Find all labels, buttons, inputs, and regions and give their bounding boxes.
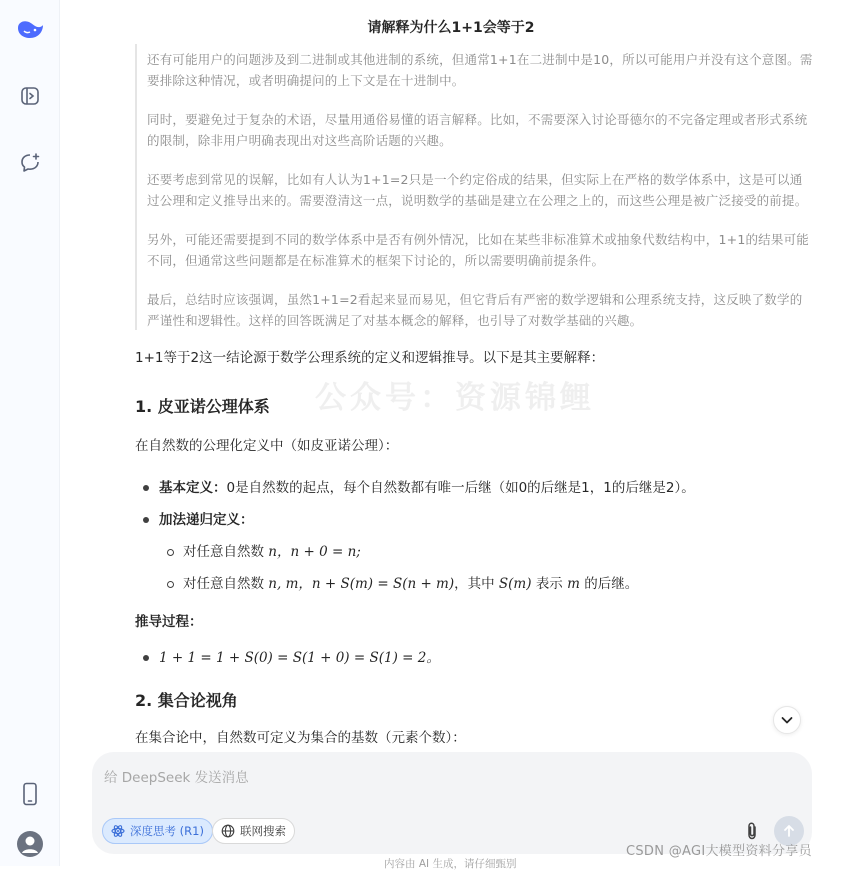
formula: m <box>567 576 580 592</box>
derivation-label: 推导过程： <box>135 614 203 630</box>
watermark: 公众号：资源锦鲤 <box>315 380 595 416</box>
deep-think-label: 深度思考 (R1) <box>130 824 204 838</box>
sidebar <box>0 0 60 866</box>
web-search-toggle[interactable] <box>212 818 295 844</box>
whale-logo-icon[interactable] <box>12 12 48 48</box>
definition-list <box>135 472 815 600</box>
sub-item-text: ，其中 <box>454 576 495 592</box>
chevron-down-icon <box>780 713 794 727</box>
web-search-label: 联网搜索 <box>240 824 286 838</box>
phone-icon[interactable] <box>12 776 48 812</box>
list-item-label: 加法递归定义： <box>159 512 254 528</box>
globe-icon <box>221 824 235 838</box>
answer-intro: 1+1等于2这一结论源于数学公理系统的定义和逻辑推导。以下是其主要解释： <box>135 350 605 366</box>
conversation-title: 请解释为什么1+1会等于2 <box>367 20 535 36</box>
message-input[interactable]: 给 DeepSeek 发送消息 <box>104 770 249 786</box>
list-item <box>135 504 815 536</box>
paperclip-icon <box>744 821 760 841</box>
thinking-paragraph: 还有可能用户的问题涉及到二进制或其他进制的系统，但通常1+1在二进制中是10，所以可能用户并没有这个意图。需要排除这种情况，或者明确提问的上下文是在十进制中。 <box>147 52 813 88</box>
section-heading: 2. 集合论视角 <box>135 691 238 710</box>
arrow-up-icon <box>782 824 796 838</box>
ai-disclaimer: 内容由 AI 生成，请仔细甄别 <box>384 858 517 870</box>
list-item-label: 基本定义： <box>159 480 227 496</box>
sub-item-text: 的后继。 <box>584 576 639 592</box>
thinking-paragraph: 还要考虑到常见的误解，比如有人认为1+1=2只是一个约定俗成的结果，但实际上在严格的数学体系中，这是可以通过公理和定义推导出来的。需要澄清这一点，说明数学的基础是建立在公理之上的，而这些公理是被广泛接受的前提。 <box>147 172 808 208</box>
deep-think-toggle[interactable] <box>102 818 213 844</box>
section-intro: 在自然数的公理化定义中（如皮亚诺公理）： <box>135 438 399 454</box>
list-item <box>135 472 815 504</box>
new-chat-icon[interactable] <box>12 145 48 181</box>
answer-block <box>135 344 815 749</box>
thinking-paragraph: 最后，总结时应该强调，虽然1+1=2看起来显而易见，但它背后有严密的数学逻辑和公理系统支持，这反映了数学的严谨性和逻辑性。这样的回答既满足了对基本概念的解释，也引导了对数学基础的兴趣。 <box>147 292 803 328</box>
thinking-block <box>135 44 813 330</box>
scroll-down-button[interactable] <box>773 706 801 734</box>
thinking-paragraph: 同时，要避免过于复杂的术语，尽量用通俗易懂的语言解释。比如，不需要深入讨论哥德尔的不完备定理或者形式系统的限制，除非用户明确表现出对这些高阶话题的兴趣。 <box>147 112 808 148</box>
formula: 1 + 1 = 1 + S(0) = S(1 + 0) = S(1) = 2。 <box>159 650 440 666</box>
sub-list <box>135 536 815 600</box>
formula: n, m，n + S(m) = S(n + m) <box>268 576 455 592</box>
section-intro: 在集合论中，自然数可定义为集合的基数（元素个数）： <box>135 730 466 746</box>
sub-list-item <box>159 568 815 600</box>
sidebar-toggle-icon[interactable] <box>12 78 48 114</box>
source-credit: CSDN @AGI大模型资料分享员 <box>626 844 812 859</box>
list-item-text: 0是自然数的起点，每个自然数都有唯一后继（如0的后继是1，1的后继是2）。 <box>226 480 695 496</box>
avatar-icon[interactable] <box>12 826 48 862</box>
derivation-list <box>135 642 815 674</box>
message-composer <box>92 752 812 854</box>
sub-list-item <box>159 536 815 568</box>
sub-item-text: 表示 <box>535 576 563 592</box>
formula: n，n + 0 = n; <box>268 544 361 560</box>
section-heading: 1. 皮亚诺公理体系 <box>135 397 270 416</box>
formula: S(m) <box>498 576 532 592</box>
list-item <box>135 642 815 674</box>
atom-icon <box>111 824 125 838</box>
thinking-paragraph: 另外，可能还需要提到不同的数学体系中是否有例外情况，比如在某些非标准算术或抽象代数结构中，1+1的结果可能不同，但通常这些问题都是在标准算术的框架下讨论的，所以需要明确前提条件。 <box>147 232 809 268</box>
sub-item-prefix: 对任意自然数 <box>183 544 264 560</box>
sub-item-prefix: 对任意自然数 <box>183 576 264 592</box>
